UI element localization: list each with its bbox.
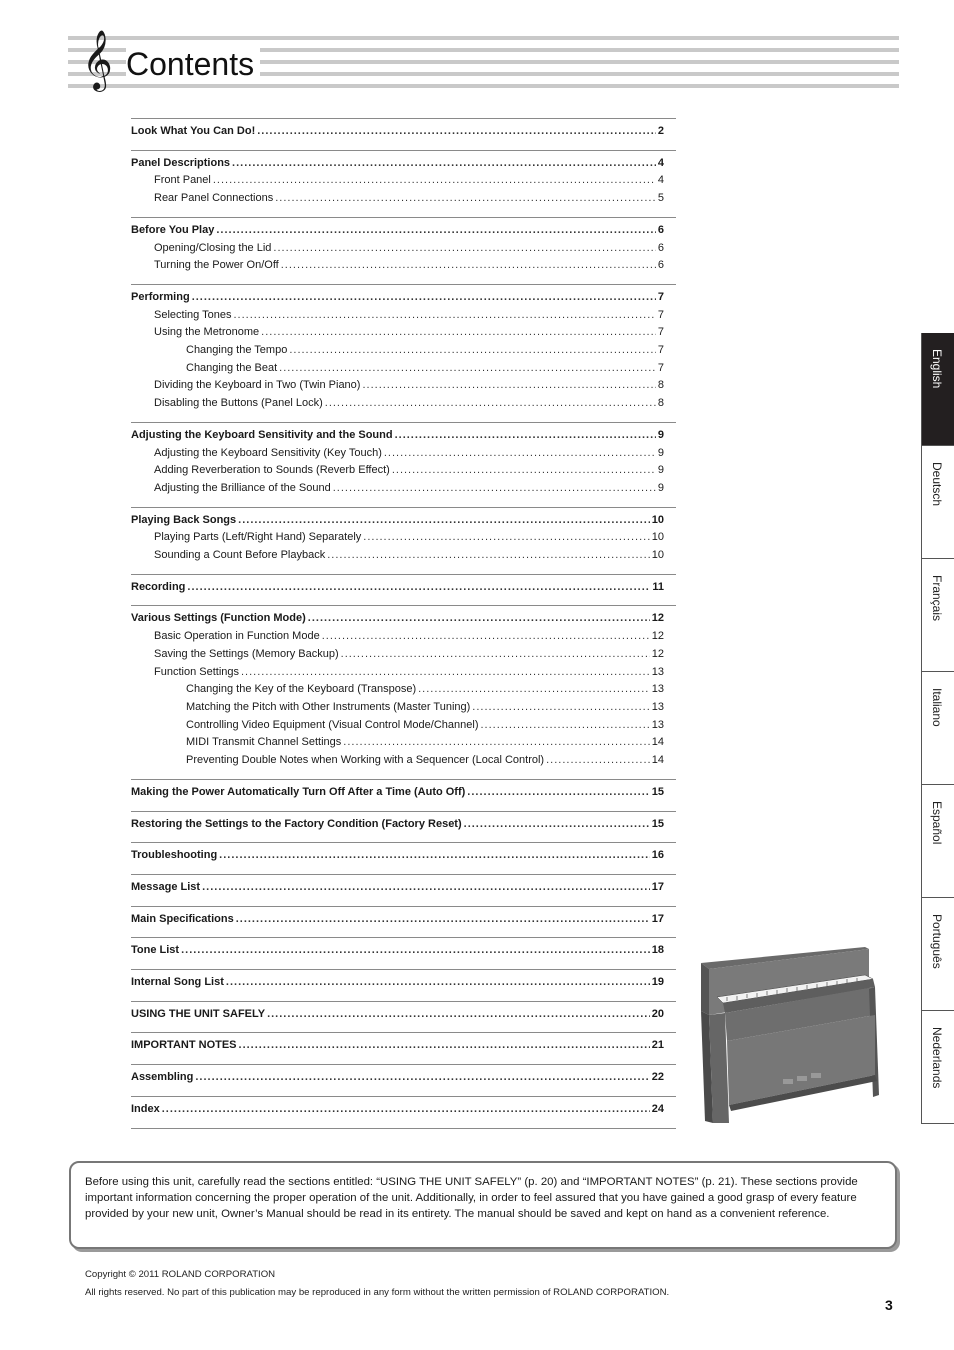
toc-entry-title: Using the Metronome (154, 326, 260, 339)
toc-leader-dots (187, 579, 650, 597)
toc-entry[interactable] (131, 445, 676, 463)
toc-leader-dots (233, 307, 655, 325)
toc-entry-title: Playing Back Songs (131, 513, 237, 526)
toc-leader-dots (213, 172, 656, 190)
toc-leader-dots (202, 879, 650, 897)
toc-entry[interactable] (131, 395, 676, 413)
toc-entry[interactable] (131, 190, 676, 208)
toc-entry-page: 7 (657, 344, 664, 357)
toc-leader-dots (384, 445, 656, 463)
toc-entry-title: Internal Song List (131, 976, 224, 989)
toc-entry[interactable] (131, 784, 676, 802)
toc-leader-dots (467, 784, 649, 802)
toc-entry[interactable] (131, 752, 676, 770)
toc-entry-title: Main Specifications (131, 912, 234, 925)
toc-entry-title: Function Settings (154, 665, 239, 678)
toc-section (131, 779, 676, 811)
copyright (85, 1266, 669, 1302)
toc-entry-page: 7 (657, 326, 664, 339)
toc-leader-dots (472, 699, 649, 717)
toc-entry-title: Front Panel (154, 174, 211, 187)
toc-leader-dots (279, 360, 656, 378)
toc-section (131, 906, 676, 938)
toc-entry-page: 22 (651, 1071, 664, 1084)
language-tab[interactable] (921, 1011, 954, 1124)
toc-entry-page: 17 (651, 880, 664, 893)
toc-leader-dots (395, 427, 656, 445)
toc-leader-dots (192, 289, 656, 307)
toc-entry[interactable] (131, 610, 676, 628)
toc-entry-page: 13 (651, 683, 664, 696)
language-tab-label: Français (930, 575, 944, 622)
toc-leader-dots (162, 1101, 650, 1119)
toc-section (131, 1064, 676, 1096)
toc-entry-title: Panel Descriptions (131, 156, 231, 169)
toc-section (131, 605, 676, 778)
toc-leader-dots (219, 847, 650, 865)
toc-entry-page: 15 (651, 817, 664, 830)
toc-entry-title: Tone List (131, 944, 180, 957)
toc-entry-page: 15 (651, 785, 664, 798)
toc-section (131, 150, 676, 217)
toc-section (131, 574, 676, 606)
toc-entry[interactable] (131, 1101, 676, 1119)
toc-entry[interactable] (131, 377, 676, 395)
toc-entry-title: Adding Reverberation to Sounds (Reverb Effect) (154, 464, 390, 477)
notice-text: Before using this unit, carefully read the sections entitled: “USING THE UNIT SAFELY” (p. 20) and “IMPORTANT NOTES” (p. 21). These sections provide important information concerning the proper operation of the unit. Additionally, in order to feel assured that you have gained a good grasp of every feature provided by your new unit, Owner’s Manual should be read in its entirety. The manual should be saved and kept on hand as a convenient reference. (85, 1176, 858, 1220)
toc-entry-title: Message List (131, 880, 201, 893)
toc-section (131, 842, 676, 874)
toc-entry-page: 13 (651, 665, 664, 678)
language-tab[interactable] (921, 559, 954, 672)
toc-entry[interactable] (131, 342, 676, 360)
toc-entry-title: MIDI Transmit Channel Settings (186, 736, 342, 749)
toc-entry-title: Look What You Can Do! (131, 125, 256, 137)
toc-entry[interactable] (131, 529, 676, 547)
toc-entry-title: IMPORTANT NOTES (131, 1039, 237, 1052)
toc-entry-title: Preventing Double Notes when Working with a Sequencer (Local Control) (186, 754, 545, 767)
treble-clef-icon: 𝄞 (82, 30, 113, 90)
toc-entry[interactable] (131, 324, 676, 342)
toc-entry-page: 12 (651, 630, 664, 643)
toc-leader-dots (308, 610, 650, 628)
language-tab-label: Italiano (930, 688, 944, 727)
toc-leader-dots (261, 324, 656, 342)
toc-entry-title: Adjusting the Keyboard Sensitivity and the Sound (131, 428, 393, 441)
toc-entry[interactable] (131, 360, 676, 378)
toc-entry-title: Making the Power Automatically Turn Off After a Time (Auto Off) (131, 785, 466, 798)
toc-entry-title: Turning the Power On/Off (154, 259, 279, 272)
toc-entry[interactable] (131, 462, 676, 480)
toc-section (131, 811, 676, 843)
toc-entry-title: Saving the Settings (Memory Backup) (154, 647, 339, 660)
toc-entry-page: 10 (651, 531, 664, 544)
copyright-line: Copyright © 2011 ROLAND CORPORATION (85, 1269, 276, 1280)
toc-entry[interactable] (131, 547, 676, 565)
toc-entry-title: Recording (131, 580, 186, 593)
toc-entry[interactable] (131, 155, 676, 173)
toc-entry[interactable] (131, 1006, 676, 1024)
table-of-contents (131, 118, 676, 1129)
language-tab[interactable] (921, 672, 954, 785)
toc-entry[interactable] (131, 1069, 676, 1087)
toc-entry-page: 17 (651, 912, 664, 925)
page-number: 3 (885, 1297, 893, 1313)
toc-entry-title: USING THE UNIT SAFELY (131, 1007, 266, 1020)
toc-leader-dots (195, 1069, 649, 1087)
toc-leader-dots (267, 1006, 650, 1024)
toc-leader-dots (241, 664, 650, 682)
toc-entry-title: Troubleshooting (131, 849, 218, 862)
toc-leader-dots (226, 974, 650, 992)
toc-entry-title: Disabling the Buttons (Panel Lock) (154, 397, 323, 410)
toc-entry-page: 14 (651, 754, 664, 767)
toc-leader-dots (363, 529, 649, 547)
toc-leader-dots (239, 1037, 650, 1055)
toc-leader-dots (392, 462, 656, 480)
toc-entry[interactable] (131, 847, 676, 865)
toc-leader-dots (325, 395, 656, 413)
toc-entry[interactable] (131, 579, 676, 597)
toc-entry-page: 10 (651, 549, 664, 562)
staff-line (68, 84, 899, 88)
toc-entry-title: Various Settings (Function Mode) (131, 612, 306, 625)
toc-entry-page: 13 (651, 700, 664, 713)
toc-entry[interactable] (131, 512, 676, 530)
toc-entry[interactable] (131, 123, 676, 141)
language-tab-label: Nederlands (930, 1027, 944, 1089)
rights-line: All rights reserved. No part of this publication may be reproduced in any form without the written permission of ROLAND CORPORATION. (85, 1287, 670, 1298)
toc-leader-dots (281, 257, 656, 275)
toc-entry-title: Playing Parts (Left/Right Hand) Separately (154, 531, 362, 544)
toc-entry-page: 5 (657, 192, 664, 205)
toc-entry-page: 7 (657, 290, 664, 303)
toc-entry-page: 6 (657, 259, 664, 272)
toc-entry-title: Controlling Video Equipment (Visual Control Mode/Channel) (186, 718, 479, 731)
toc-entry-title: Restoring the Settings to the Factory Condition (Factory Reset) (131, 817, 462, 830)
toc-entry-page: 6 (657, 241, 664, 254)
toc-entry-title: Rear Panel Connections (154, 192, 274, 205)
toc-entry[interactable] (131, 257, 676, 275)
toc-entry-title: Opening/Closing the Lid (154, 241, 272, 254)
toc-entry-page: 7 (657, 308, 664, 321)
toc-entry[interactable] (131, 879, 676, 897)
toc-entry-title: Changing the Key of the Keyboard (Transpose) (186, 683, 417, 696)
toc-entry-page: 9 (657, 481, 664, 494)
toc-entry[interactable] (131, 480, 676, 498)
language-tabs (921, 333, 954, 1124)
toc-entry-title: Before You Play (131, 223, 215, 236)
toc-entry-title: Selecting Tones (154, 308, 232, 321)
page-header (68, 30, 899, 90)
toc-leader-dots (322, 628, 650, 646)
language-tab[interactable] (921, 785, 954, 898)
toc-section (131, 874, 676, 906)
toc-entry-page: 13 (651, 718, 664, 731)
toc-entry-title: Adjusting the Brilliance of the Sound (154, 481, 331, 494)
toc-leader-dots (546, 752, 650, 770)
toc-section (131, 507, 676, 574)
toc-entry-page: 9 (657, 464, 664, 477)
toc-entry[interactable] (131, 240, 676, 258)
toc-leader-dots (236, 911, 650, 929)
toc-leader-dots (273, 240, 655, 258)
toc-entry-page: 11 (652, 580, 664, 593)
toc-entry-page: 10 (651, 513, 664, 526)
toc-leader-dots (257, 123, 656, 141)
toc-entry-page: 24 (651, 1102, 664, 1115)
toc-entry[interactable] (131, 307, 676, 325)
toc-entry-title: Dividing the Keyboard in Two (Twin Piano) (154, 379, 361, 392)
toc-entry[interactable] (131, 974, 676, 992)
toc-leader-dots (341, 646, 650, 664)
toc-leader-dots (327, 547, 650, 565)
language-tab-label: Deutsch (930, 462, 944, 507)
toc-entry[interactable] (131, 816, 676, 834)
toc-entry[interactable] (131, 222, 676, 240)
toc-entry-page: 12 (651, 647, 664, 660)
toc-entry-page: 6 (657, 223, 664, 236)
page-title: Contents (126, 44, 260, 84)
toc-entry[interactable] (131, 911, 676, 929)
toc-entry[interactable] (131, 289, 676, 307)
toc-entry-title: Adjusting the Keyboard Sensitivity (Key Touch) (154, 446, 382, 459)
toc-section (131, 969, 676, 1001)
toc-entry-page: 20 (651, 1007, 664, 1020)
toc-entry-page: 18 (651, 944, 664, 957)
toc-section (131, 1001, 676, 1033)
toc-entry-title: Sounding a Count Before Playback (154, 549, 326, 562)
safety-notice (69, 1161, 897, 1249)
toc-entry-page: 4 (657, 156, 664, 169)
toc-section (131, 217, 676, 284)
toc-section (131, 937, 676, 969)
toc-entry-page: 7 (657, 361, 664, 374)
toc-leader-dots (275, 190, 656, 208)
language-tab[interactable] (921, 446, 954, 559)
toc-leader-dots (232, 155, 656, 173)
toc-entry-page: 4 (657, 174, 664, 187)
toc-leader-dots (362, 377, 655, 395)
toc-leader-dots (181, 942, 650, 960)
toc-entry-page: 9 (657, 446, 664, 459)
toc-section (131, 422, 676, 507)
toc-entry-title: Basic Operation in Function Mode (154, 630, 320, 643)
toc-entry[interactable] (131, 681, 676, 699)
toc-entry-page: 19 (651, 976, 664, 989)
toc-leader-dots (216, 222, 656, 240)
toc-section (131, 284, 676, 422)
toc-entry[interactable] (131, 172, 676, 190)
toc-entry[interactable] (131, 628, 676, 646)
toc-entry-page: 12 (651, 612, 664, 625)
toc-entry[interactable] (131, 646, 676, 664)
toc-entry-page: 8 (657, 397, 664, 410)
toc-entry[interactable] (131, 664, 676, 682)
toc-entry[interactable] (131, 427, 676, 445)
language-tab-label: Português (930, 914, 944, 969)
toc-section (131, 1032, 676, 1064)
toc-entry-page: 2 (657, 125, 664, 137)
language-tab-label: English (930, 349, 944, 389)
toc-leader-dots (480, 717, 649, 735)
toc-leader-dots (343, 734, 649, 752)
staff-line (68, 36, 899, 40)
toc-entry-title: Assembling (131, 1071, 194, 1084)
toc-entry-title: Changing the Beat (186, 361, 278, 374)
language-tab[interactable] (921, 898, 954, 1011)
toc-entry[interactable] (131, 699, 676, 717)
toc-entry-title: Changing the Tempo (186, 344, 288, 357)
toc-entry[interactable] (131, 717, 676, 735)
language-tab[interactable] (921, 333, 954, 446)
language-tab-label: Español (930, 801, 944, 845)
toc-section (131, 118, 676, 150)
toc-leader-dots (418, 681, 650, 699)
toc-entry[interactable] (131, 734, 676, 752)
toc-leader-dots (289, 342, 656, 360)
toc-entry[interactable] (131, 942, 676, 960)
toc-entry-title: Performing (131, 290, 190, 303)
toc-leader-dots (464, 816, 650, 834)
toc-entry-page: 21 (651, 1039, 664, 1052)
digital-piano-illustration (697, 945, 902, 1130)
toc-entry-page: 14 (651, 736, 664, 749)
toc-leader-dots (238, 512, 650, 530)
toc-entry-page: 8 (657, 379, 664, 392)
toc-entry-page: 16 (651, 849, 664, 862)
toc-entry-page: 9 (657, 428, 664, 441)
toc-entry[interactable] (131, 1037, 676, 1055)
toc-entry-title: Index (131, 1102, 160, 1115)
toc-entry-title: Matching the Pitch with Other Instruments (Master Tuning) (186, 700, 471, 713)
toc-section (131, 1096, 676, 1129)
toc-leader-dots (333, 480, 656, 498)
